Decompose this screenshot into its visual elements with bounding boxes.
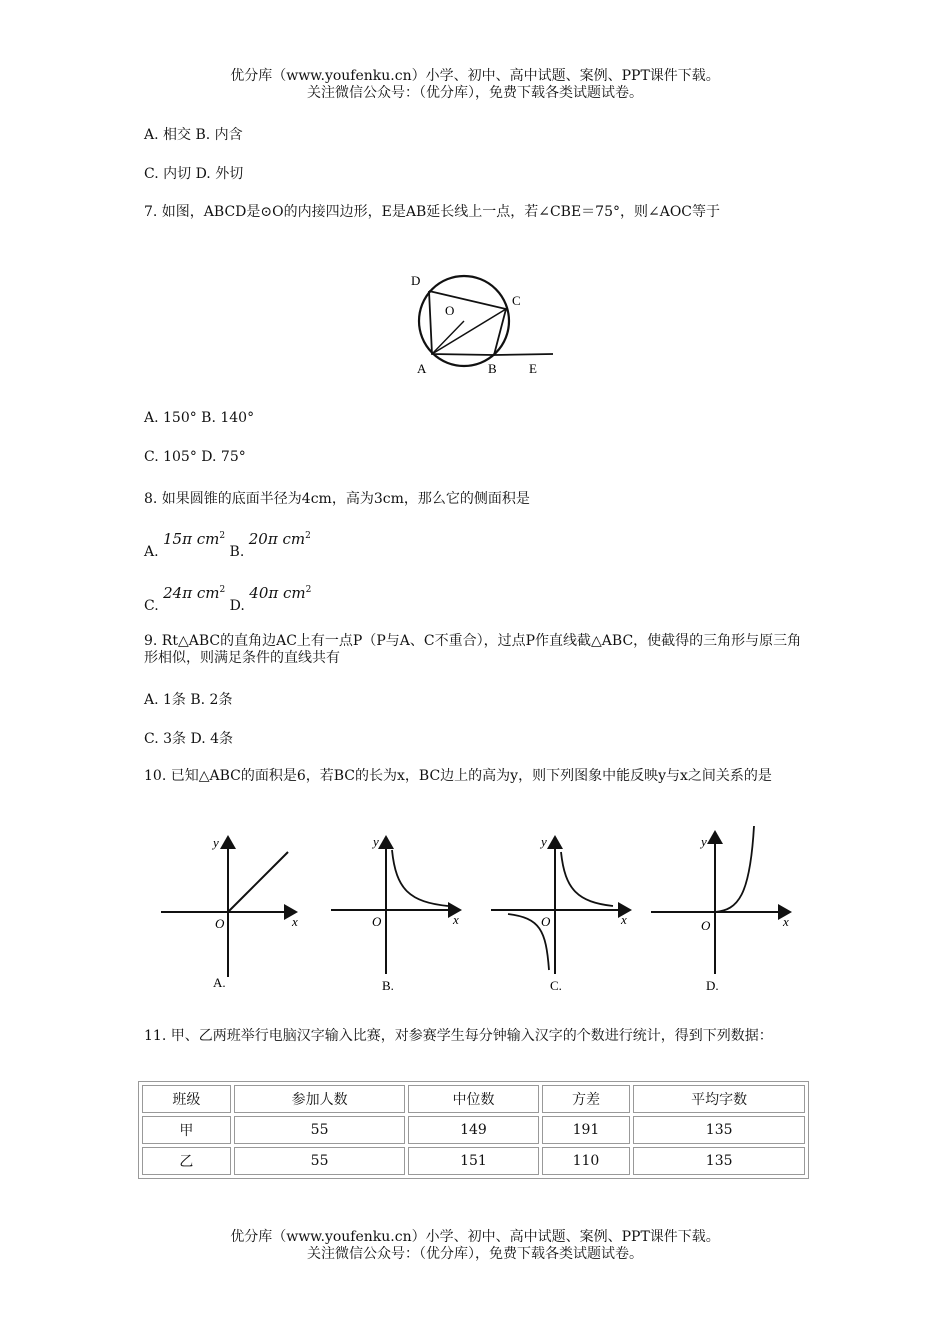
table-header-row <box>142 1085 805 1113</box>
table-cell: 甲 <box>142 1116 231 1144</box>
label-e: E <box>529 361 537 376</box>
graph-d-curve <box>715 826 754 912</box>
segment-ac <box>432 309 506 354</box>
graph-d-y-label: y <box>701 834 707 849</box>
graph-c-x-label: x <box>621 912 627 927</box>
graph-a <box>161 835 298 990</box>
graph-c <box>491 834 630 993</box>
label-o: O <box>445 303 455 318</box>
label-b: B <box>488 361 497 376</box>
q8-a-value: 15π $cm^2$ <box>163 530 226 548</box>
q8-stem: 8. 如果圆锥的底面半径为4cm，高为3cm，那么它的侧面积是 <box>144 491 530 507</box>
graph-a-origin: O <box>215 916 225 931</box>
graph-a-label: A. <box>213 975 226 990</box>
ray-be <box>494 354 553 355</box>
q8-options-cd <box>144 584 312 614</box>
table-cell: 151 <box>408 1147 538 1175</box>
header-line-2: 关注微信公众号：（优分库），免费下载各类试题试卷。 <box>307 85 643 101</box>
graph-b-label: B. <box>382 978 394 993</box>
table-header-cell: 方差 <box>542 1085 631 1113</box>
graph-d-x-label: x <box>783 914 789 929</box>
graph-b-x-label: x <box>453 912 459 927</box>
graph-c-label: C. <box>550 978 562 993</box>
graph-b-origin: O <box>372 914 382 929</box>
table-header-cell: 班级 <box>142 1085 231 1113</box>
q8-options-ab <box>144 530 311 560</box>
page-header <box>0 68 950 102</box>
table-cell: 110 <box>542 1147 631 1175</box>
table-cell: 55 <box>234 1116 406 1144</box>
q7-stem: 7. 如图，ABCD是⊙O的内接四边形，E是AB延长线上一点，若∠CBE＝75°，则∠AOC等于 <box>144 204 721 220</box>
graph-b-curve <box>392 850 448 906</box>
graph-a-y-label: y <box>213 835 219 850</box>
graph-c-curve-upper <box>561 852 613 906</box>
q8-b-value: 20π $cm^2$ <box>248 530 311 548</box>
table-cell: 135 <box>633 1147 805 1175</box>
q8-d-value: 40π $cm^2$ <box>249 584 312 602</box>
header-line-1: 优分库（www.youfenku.cn）小学、初中、高中试题、案例、PPT课件下载。 <box>230 68 720 84</box>
table-row <box>142 1116 805 1144</box>
q11-stats-table <box>138 1081 809 1179</box>
graph-d-origin: O <box>701 918 711 933</box>
table-cell: 55 <box>234 1147 406 1175</box>
graph-d <box>651 826 790 993</box>
graph-b <box>331 834 460 993</box>
q9-options-ab: A. 1条 B. 2条 <box>144 692 233 708</box>
q7-options-ab: A. 150° B. 140° <box>144 410 255 426</box>
graph-c-y-label: y <box>541 834 547 849</box>
graph-d-label: D. <box>706 978 719 993</box>
q10-stem: 10. 已知△ABC的面积是6，若BC的长为x，BC边上的高为y，则下列图象中能反映y与x之间关系的是 <box>144 768 772 784</box>
footer-line-2: 关注微信公众号：（优分库），免费下载各类试题试卷。 <box>307 1246 643 1262</box>
label-a: A <box>417 361 427 376</box>
q8-d-label: D. <box>229 598 245 614</box>
q8-c-label: C. <box>144 598 159 614</box>
q9-options-cd: C. 3条 D. 4条 <box>144 731 234 747</box>
q10-graphs <box>158 822 808 1002</box>
q7-circle-figure <box>400 265 560 380</box>
q6-options-ab: A. 相交 B. 内含 <box>144 127 243 143</box>
q8-b-label: B. <box>229 544 245 560</box>
table-row <box>142 1147 805 1175</box>
table-header-cell: 平均字数 <box>633 1085 805 1113</box>
graph-a-line <box>228 852 288 912</box>
page-footer <box>0 1229 950 1263</box>
label-d: D <box>411 273 421 288</box>
table-header-cell: 参加人数 <box>234 1085 406 1113</box>
q11-stem: 11. 甲、乙两班举行电脑汉字输入比赛，对参赛学生每分钟输入汉字的个数进行统计，得到下列数据： <box>144 1028 773 1044</box>
footer-line-1: 优分库（www.youfenku.cn）小学、初中、高中试题、案例、PPT课件下载。 <box>230 1229 720 1245</box>
table-cell: 乙 <box>142 1147 231 1175</box>
table-cell: 191 <box>542 1116 631 1144</box>
graph-c-origin: O <box>541 914 551 929</box>
label-c: C <box>512 293 521 308</box>
q7-options-cd: C. 105° D. 75° <box>144 449 246 465</box>
q9-stem: 9. Rt△ABC的直角边AC上有一点P（P与A、C不重合），过点P作直线截△ABC，使截得的三角形与原三角形相似，则满足条件的直线共有 <box>144 633 802 666</box>
graph-a-x-label: x <box>292 914 298 929</box>
q8-c-value: 24π $cm^2$ <box>163 584 226 602</box>
graph-b-y-label: y <box>373 834 379 849</box>
table-header-cell: 中位数 <box>408 1085 538 1113</box>
q8-a-label: A. <box>144 544 159 560</box>
table-cell: 149 <box>408 1116 538 1144</box>
table-cell: 135 <box>633 1116 805 1144</box>
q6-options-cd: C. 内切 D. 外切 <box>144 166 244 182</box>
